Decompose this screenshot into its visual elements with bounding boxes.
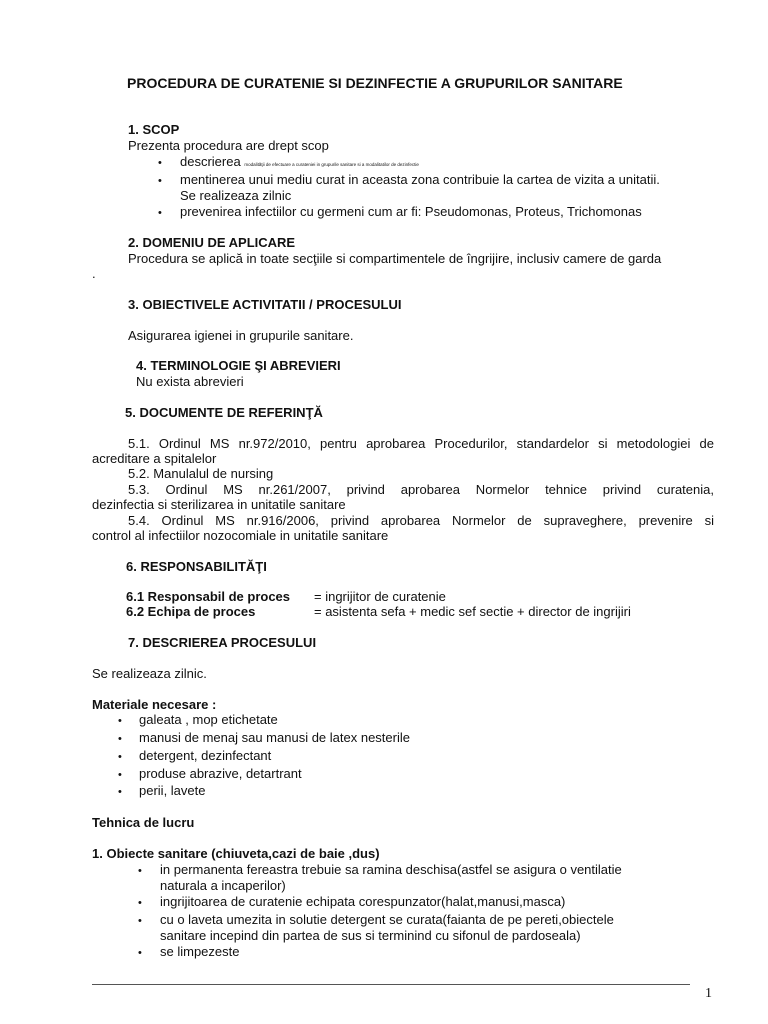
objects-item-1-line2: naturala a incaperilor) [160,878,286,893]
material-item: manusi de menaj sau manusi de latex nesterile [139,730,410,745]
bullet-icon: • [138,897,142,909]
section-4-heading: 4. TERMINOLOGIE ŞI ABREVIERI [136,358,341,373]
bullet-icon: • [118,715,122,727]
materials-heading: Materiale necesare : [92,697,217,712]
section-3-text: Asigurarea igienei in grupurile sanitare. [128,328,354,343]
team-label: 6.2 Echipa de proces [126,604,256,619]
material-item: produse abrazive, detartrant [139,766,302,781]
objects-heading: 1. Obiecte sanitare (chiuveta,cazi de baie ,dus) [92,846,380,861]
section-2-dot: . [92,266,96,281]
scope-item-maintain-line2: Se realizeaza zilnic [180,188,292,203]
bullet-icon: • [138,915,142,927]
objects-item-2: ingrijitoarea de curatenie echipata corespunzator(halat,manusi,masca) [160,894,566,909]
reference-4-line1: 5.4. Ordinul MS nr.916/2006, privind aprobarea Normelor de supraveghere, prevenire si [128,513,714,528]
section-7-intro: Se realizeaza zilnic. [92,666,207,681]
bullet-icon: • [158,157,162,169]
objects-item-4: se limpezeste [160,944,240,959]
bullet-icon: • [138,865,142,877]
section-5-heading: 5. DOCUMENTE DE REFERINŢĂ [125,405,323,420]
reference-4-line2: control al infectiilor nozocomiale in unitatile sanitare [92,528,389,543]
objects-item-3-line2: sanitare incepind din partea de sus si terminind cu sifonul de pardoseala) [160,928,581,943]
objects-item-3-line1: cu o laveta umezita in solutie detergent se curata(faianta de pe pereti,obiectele [160,912,614,927]
responsible-label: 6.1 Responsabil de proces [126,589,291,604]
bullet-icon: • [118,733,122,745]
bullet-icon: • [158,207,162,219]
scope-item-description [180,154,419,173]
reference-1-line1: 5.1. Ordinul MS nr.972/2010, pentru aprobarea Procedurilor, standardelor si metodologiei de [128,436,714,451]
reference-3-line1: 5.3. Ordinul MS nr.261/2007, privind aprobarea Normelor tehnice privind curatenia, [128,482,714,497]
page-number: 1 [705,986,712,1001]
bullet-icon: • [138,947,142,959]
scope-item-prevent: prevenirea infectiilor cu germeni cum ar fi: Pseudomonas, Proteus, Trichomonas [180,204,642,219]
document-title: PROCEDURA DE CURATENIE SI DEZINFECTIE A GRUPURILOR SANITARE [127,75,623,91]
scope-item-description-text: descrierea [180,154,241,169]
reference-2: 5.2. Manulalul de nursing [128,466,274,481]
objects-item-1-line1: in permanenta fereastra trebuie sa ramina deschisa(astfel se asigura o ventilatie [160,862,622,877]
bullet-icon: • [158,175,162,187]
material-item: detergent, dezinfectant [139,748,272,763]
reference-3-line2: dezinfectia si sterilizarea in unitatile sanitare [92,497,346,512]
material-item: galeata , mop etichetate [139,712,278,727]
section-6-heading: 6. RESPONSABILITĂŢI [126,559,267,574]
reference-1-line2: acreditare a spitalelor [92,451,217,466]
technique-heading: Tehnica de lucru [92,815,195,830]
section-1-intro: Prezenta procedura are drept scop [128,138,329,153]
section-1-heading: 1. SCOP [128,122,180,137]
bullet-icon: • [118,786,122,798]
bullet-icon: • [118,751,122,763]
section-4-text: Nu exista abrevieri [136,374,244,389]
responsible-value: = ingrijitor de curatenie [314,589,446,604]
scope-item-description-small: modalităţii de efectuare a curateniei in grupurile sanitare si a modalitatilor de dezinfectie [244,162,419,167]
bullet-icon: • [118,769,122,781]
section-2-heading: 2. DOMENIU DE APLICARE [128,235,296,250]
team-value: = asistenta sefa + medic sef sectie + director de ingrijiri [314,604,631,619]
footer-divider [92,984,690,985]
section-2-text: Procedura se aplică in toate secţiile si compartimentele de îngrijire, inclusiv camere de garda [128,251,662,266]
material-item: perii, lavete [139,783,206,798]
section-7-heading: 7. DESCRIEREA PROCESULUI [128,635,317,650]
scope-item-maintain-line1: mentinerea unui mediu curat in aceasta zona contribuie la cartea de vizita a unitatii. [180,172,660,187]
section-3-heading: 3. OBIECTIVELE ACTIVITATII / PROCESULUI [128,297,402,312]
